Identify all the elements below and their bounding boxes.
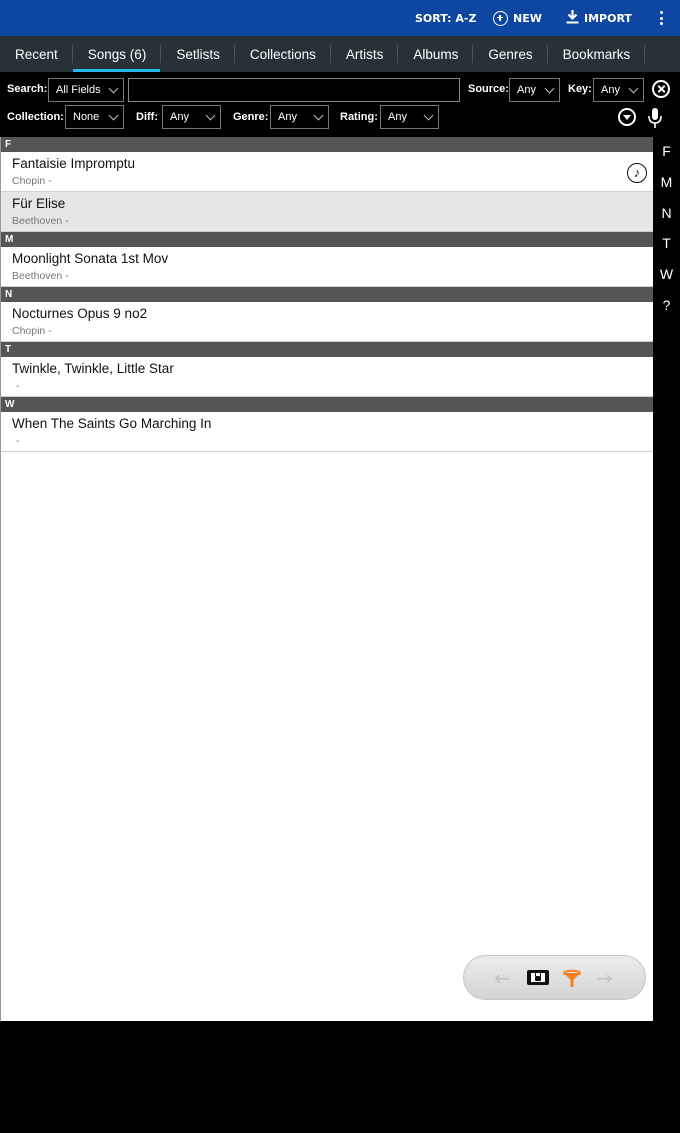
more-options-button[interactable]: [655, 0, 667, 36]
genre-label: Genre:: [233, 111, 269, 123]
search-label: Search:: [7, 83, 48, 95]
chevron-down-icon: [314, 111, 324, 121]
download-icon: [566, 10, 579, 27]
song-artist: -: [16, 380, 20, 392]
lock-shackle: [535, 971, 541, 976]
difficulty-value: Any: [170, 111, 189, 123]
tab-recent[interactable]: [0, 36, 73, 72]
index-letter-n[interactable]: N: [661, 205, 672, 221]
tab-label: Artists: [345, 46, 384, 62]
new-label: NEW: [513, 11, 542, 25]
tab-label: Bookmarks: [562, 46, 631, 62]
chevron-down-icon: [424, 111, 434, 121]
tab-bar: [0, 36, 680, 72]
list-item[interactable]: [1, 247, 653, 287]
source-dropdown[interactable]: [509, 78, 560, 102]
chevron-down-icon: [109, 84, 119, 94]
list-item[interactable]: [1, 192, 653, 232]
group-header-f: F: [1, 137, 653, 152]
chevron-down-icon: [109, 111, 119, 121]
tab-label: Recent: [15, 46, 58, 62]
chevron-down-icon: [206, 111, 216, 121]
tab-songs[interactable]: [73, 36, 162, 72]
tab-artists[interactable]: [331, 36, 399, 72]
plus-circle-icon: [493, 11, 508, 26]
key-dropdown[interactable]: [593, 78, 644, 102]
key-value: Any: [601, 84, 620, 96]
forward-arrow-icon[interactable]: →: [596, 966, 613, 990]
song-artist: Chopin -: [12, 175, 52, 187]
filter-icon[interactable]: [562, 969, 582, 989]
music-note-icon: ♪: [627, 163, 647, 183]
new-button[interactable]: [493, 0, 542, 36]
source-label: Source:: [468, 83, 509, 95]
diff-label: Diff:: [136, 111, 158, 123]
search-input[interactable]: [128, 78, 460, 102]
song-title: Moonlight Sonata 1st Mov: [12, 251, 169, 266]
chevron-down-icon: [629, 84, 639, 94]
song-artist: Beethoven -: [12, 215, 69, 227]
song-title: Twinkle, Twinkle, Little Star: [12, 361, 174, 376]
song-artist: -: [16, 435, 20, 447]
tab-setlists[interactable]: [161, 36, 235, 72]
collection-dropdown[interactable]: [65, 105, 124, 129]
tab-collections[interactable]: [235, 36, 331, 72]
genre-dropdown[interactable]: [270, 105, 329, 129]
list-item[interactable]: [1, 152, 653, 192]
group-header-m: M: [1, 232, 653, 247]
tab-bookmarks[interactable]: [548, 36, 646, 72]
group-header-t: T: [1, 342, 653, 357]
rating-value: Any: [388, 111, 407, 123]
alphabet-index: [653, 137, 680, 1022]
song-title: Fantaisie Impromptu: [12, 156, 136, 171]
genre-value: Any: [278, 111, 297, 123]
filter-panel: [0, 72, 680, 136]
index-letter-other[interactable]: ?: [662, 297, 671, 313]
tab-label: Genres: [488, 46, 533, 62]
song-artist: Beethoven -: [12, 270, 69, 282]
app-bar: [0, 0, 680, 36]
search-field-dropdown[interactable]: [48, 78, 124, 102]
sort-label: SORT: A-Z: [415, 11, 477, 25]
tab-label: Collections: [249, 46, 316, 62]
list-item[interactable]: [1, 302, 653, 342]
list-item[interactable]: [1, 412, 653, 452]
index-letter-t[interactable]: T: [662, 235, 671, 251]
import-button[interactable]: [566, 0, 632, 36]
song-artist: Chopin -: [12, 325, 52, 337]
song-title: Nocturnes Opus 9 no2: [12, 306, 148, 321]
rating-label: Rating:: [340, 111, 378, 123]
index-letter-f[interactable]: F: [662, 143, 671, 159]
microphone-icon[interactable]: [648, 108, 662, 128]
source-value: Any: [517, 84, 536, 96]
close-circle-icon[interactable]: [652, 80, 670, 98]
sort-button[interactable]: [415, 0, 476, 36]
index-letter-w[interactable]: W: [659, 266, 674, 282]
chevron-down-icon: [545, 84, 555, 94]
index-letter-m[interactable]: M: [660, 174, 673, 190]
key-label: Key:: [568, 83, 592, 95]
more-vertical-icon: [660, 11, 663, 25]
list-item[interactable]: [1, 357, 653, 397]
rating-dropdown[interactable]: [380, 105, 439, 129]
tab-genres[interactable]: [473, 36, 547, 72]
collection-value: None: [73, 111, 100, 123]
tab-label: Setlists: [176, 46, 220, 62]
group-header-n: N: [1, 287, 653, 302]
tab-label: Songs (6): [87, 46, 147, 62]
collection-label: Collection:: [7, 111, 64, 123]
search-field-value: All Fields: [56, 84, 101, 96]
song-title: When The Saints Go Marching In: [12, 416, 212, 431]
import-label: IMPORT: [584, 11, 632, 25]
difficulty-dropdown[interactable]: [162, 105, 221, 129]
group-header-w: W: [1, 397, 653, 412]
floating-nav-bar: [463, 955, 646, 1000]
song-title: Für Elise: [12, 196, 66, 211]
song-list: [0, 137, 653, 1022]
tab-albums[interactable]: [398, 36, 473, 72]
tab-label: Albums: [413, 46, 459, 62]
back-arrow-icon[interactable]: ←: [494, 966, 511, 990]
chevron-down-circle-icon[interactable]: [618, 108, 636, 126]
